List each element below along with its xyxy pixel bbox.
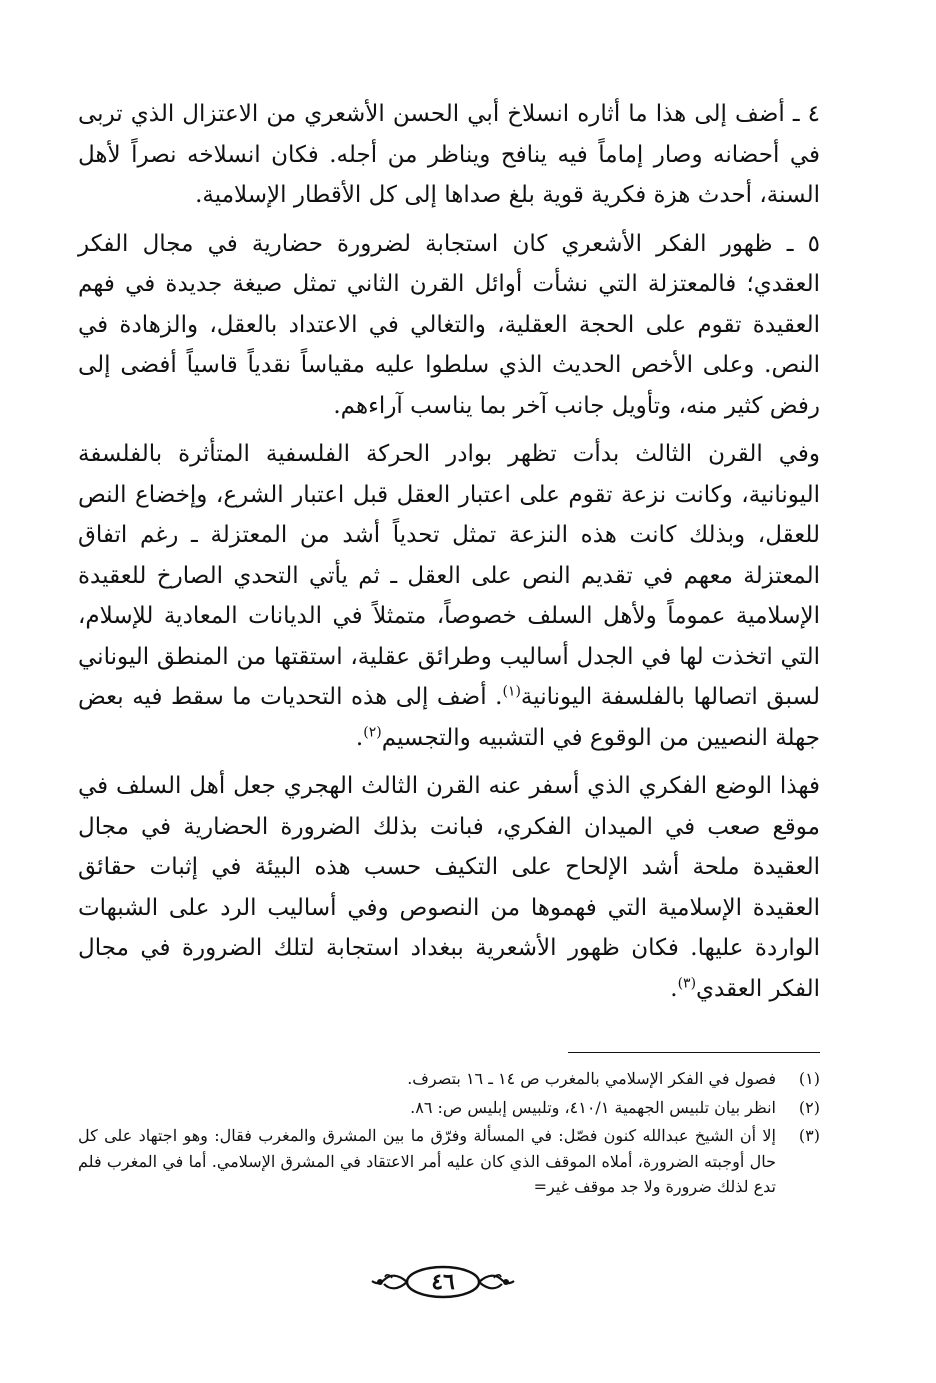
footnote-text: فصول في الفكر الإسلامي بالمغرب ص ١٤ ـ ١٦ بتصرف.: [407, 1069, 776, 1088]
footnote-number: (١): [798, 1069, 820, 1088]
footnote-separator: [568, 1052, 820, 1053]
footnote-ref-1[interactable]: (١): [502, 683, 521, 700]
paragraph-third-century-text-3: .: [355, 724, 364, 751]
footnote-text: إلا أن الشيخ عبدالله كنون فصّل: في المسألة وفرّق ما بين المشرق والمغرب فقال: وهو اجتهاد على كل حال أوجبته الضرورة، أملاه الموقف الذي كان عليه أمر الاعتقاد في المشرق الإسلامي. أما في المغرب فلم تدع لذلك ضرورة ولا جد موقف غير=: [78, 1126, 776, 1196]
footnote-3: [78, 1123, 820, 1200]
footnote-2: [78, 1095, 820, 1121]
footnotes: [78, 1066, 820, 1203]
footnote-1: [78, 1066, 820, 1092]
paragraph-conclusion-text-2: .: [670, 975, 678, 1002]
paragraph-conclusion-text: فهذا الوضع الفكري الذي أسفر عنه القرن الثالث الهجري جعل أهل السلف في موقع صعب في الميدان الفكري، فبانت بذلك الضرورة الحضارية في مجال العقيدة ملحة أشد الإلحاح على التكيف حسب هذه البيئة في إثبات حقائق العقيدة الإسلامية التي فهموها من النصوص وفي أساليب الرد على الشبهات الواردة عليها. فكان ظهور الأشعرية ببغداد استجابة لتلك الضرورة في مجال الفكر العقدي: [78, 773, 820, 1002]
page-number: ٤٦: [431, 1269, 455, 1295]
footnote-text: انظر بيان تلبيس الجهمية ٤١٠/١، وتلبيس إبليس ص: ٨٦.: [410, 1097, 776, 1117]
paragraph-third-century-text: وفي القرن الثالث بدأت تظهر بوادر الحركة الفلسفية المتأثرة بالفلسفة اليونانية، وكانت نزعة تقوم على اعتبار العقل قبل اعتبار الشرع، وإخضاع النص للعقل، وبذلك كانت هذه النزعة تمثل تحدياً أشد من المعتزلة ـ رغم اتفاق المعتزلة معهم في تقديم النص على العقل ـ ثم يأتي التحدي الصارخ للعقيدة الإسلامية عموماً ولأهل السلف خصوصاً، متمثلاً في الديانات المعادية للإسلام، التي اتخذت لها في الجدل أساليب وطرائق عقلية، استقتها من المنطق اليوناني لسبق اتصالها بالفلسفة اليونانية: [78, 441, 820, 710]
paragraph-third-century-text-2: . أضف إلى هذه التحديات ما سقط فيه بعض جهلة النصيين من الوقوع في التشبيه والتجسيم: [78, 684, 820, 751]
main-text: [78, 94, 820, 1009]
paragraph-5-text: ٥ ـ ظهور الفكر الأشعري كان استجابة لضرورة حضارية في مجال الفكر العقدي؛ فالمعتزلة التي نشأت أوائل القرن الثاني تمثل صيغة جديدة في فهم العقيدة تقوم على الحجة العقلية، والتغالي في الاعتداد بالعقل، والزهادة في النص. وعلى الأخص الحديث الذي سلطوا عليه مقياساً نقدياً قاسياً أفضى إلى رفض كثير منه، وتأويل جانب آخر بما يناسب آراءهم.: [78, 230, 820, 419]
paragraph-third-century: [78, 434, 820, 758]
footnote-number: (٣): [798, 1126, 820, 1145]
paragraph-4-text: ٤ ـ أضف إلى هذا ما أثاره انسلاخ أبي الحسن الأشعري من الاعتزال الذي تربى في أحضانه وصار إماماً فيه ينافح ويناظر من أجله. فكان انسلاخه نصراً لأهل السنة، أحدث هزة فكرية قوية بلغ صداها إلى كل الأقطار الإسلامية.: [78, 101, 820, 208]
paragraph-5: [78, 224, 820, 427]
footnote-ref-3[interactable]: (٣): [677, 974, 697, 991]
paragraph-4: [78, 94, 820, 216]
footnote-number: (٢): [798, 1097, 820, 1117]
footnote-ref-2[interactable]: (٢): [363, 723, 382, 740]
paragraph-conclusion: [78, 766, 820, 1009]
page-number-ornament: [368, 1262, 518, 1302]
